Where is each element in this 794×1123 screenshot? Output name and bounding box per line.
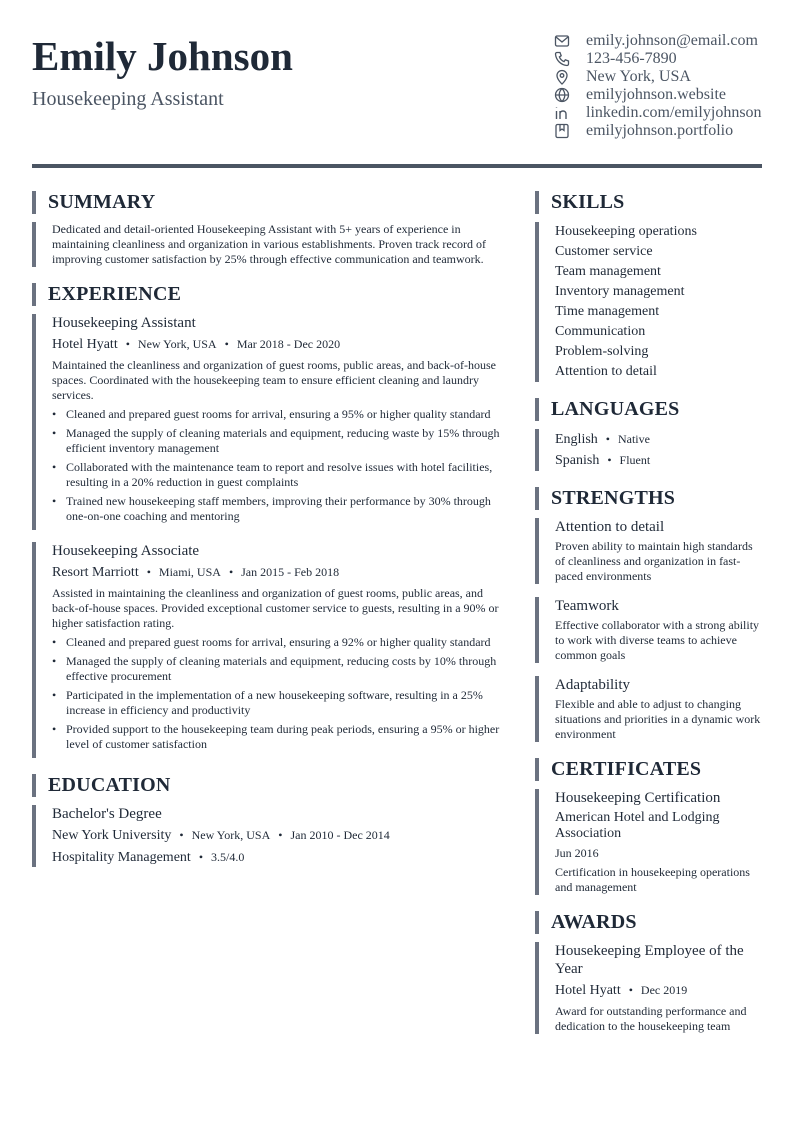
candidate-name: Emily Johnson <box>32 33 293 79</box>
language-item: Spanish • Fluent <box>555 453 651 468</box>
job-bullet: • Cleaned and prepared guest rooms for arrival, ensuring a 92% or higher quality standard <box>52 635 502 650</box>
summary-section <box>32 222 502 267</box>
certificate-date: Jun 2016 <box>555 846 599 860</box>
language-item: English • Native <box>555 432 650 447</box>
strength-description: Flexible and able to adjust to changing situations and priorities in a dynamic work environment <box>555 697 761 741</box>
strength-entry <box>535 518 765 584</box>
language-name: Spanish <box>555 453 600 468</box>
strength-name: Attention to detail <box>555 519 665 535</box>
education-heading: EDUCATION <box>32 774 502 797</box>
awards-heading: AWARDS <box>535 911 765 934</box>
award-entry <box>535 942 765 1034</box>
experience-heading: EXPERIENCE <box>32 283 502 306</box>
summary-heading: SUMMARY <box>32 191 502 214</box>
summary-text: Dedicated and detail-oriented Housekeeping Assistant with 5+ years of experience in maintaining cleanliness and organization in various establishments. Proven track record of improving customer satisfaction by 25% through effective communication and teamwork. <box>52 222 486 266</box>
strength-description: Proven ability to maintain high standards of cleanliness and organization in fast-paced environments <box>555 539 753 583</box>
job-location: New York, USA <box>137 337 217 351</box>
certificates-heading: CERTIFICATES <box>535 758 765 781</box>
education-section <box>32 805 502 867</box>
contact-linkedin[interactable] <box>554 104 784 122</box>
skill-item: Communication <box>555 324 646 339</box>
job-company: Hotel Hyatt <box>52 337 118 352</box>
phone-icon <box>554 51 570 67</box>
job-title: Housekeeping Associate <box>52 543 200 559</box>
job-bullet: • Managed the supply of cleaning materials and equipment, reducing costs by 10% through effective procurement <box>52 654 502 684</box>
education-school: New York University <box>52 828 172 843</box>
skill-item: Customer service <box>555 244 653 259</box>
education-location: New York, USA <box>191 828 271 842</box>
job-location: Miami, USA <box>158 565 221 579</box>
mail-icon <box>554 33 570 49</box>
job-bullet: • Provided support to the housekeeping team during peak periods, ensuring a 95% or higher level of customer satisfaction <box>52 722 502 752</box>
strength-name: Adaptability <box>555 677 630 693</box>
strength-description: Effective collaborator with a strong ability to work with diverse teams to achieve common goals <box>555 618 760 662</box>
language-level: Native <box>617 432 650 446</box>
job-bullet: • Participated in the implementation of a new housekeeping software, resulting in a 25% increase in efficiency and productivity <box>52 688 502 718</box>
strengths-heading: STRENGTHS <box>535 487 765 510</box>
contact-phone[interactable] <box>554 50 784 68</box>
candidate-title: Housekeeping Assistant <box>32 88 224 110</box>
certificate-description: Certification in housekeeping operations and management <box>555 865 750 894</box>
location-icon <box>554 69 570 85</box>
skill-item: Inventory management <box>555 284 685 299</box>
job-entry <box>32 542 502 758</box>
languages-section <box>535 429 765 471</box>
header-divider <box>32 164 762 168</box>
job-bullets <box>52 407 502 524</box>
job-bullet: • Trained new housekeeping staff members, improving their performance by 30% through one-on-one coaching and mentoring <box>52 494 502 524</box>
right-column <box>535 191 765 1034</box>
job-dates: Jan 2015 - Feb 2018 <box>241 565 340 579</box>
languages-heading: LANGUAGES <box>535 398 765 421</box>
job-meta: Resort Marriott • Miami, USA • Jan 2015 - Feb 2018 <box>52 565 340 580</box>
job-description: Assisted in maintaining the cleanliness and organization of guest rooms, public areas, and back-of-house spaces. Provided exceptional customer service to guests, resulting in a 90% or higher satisfaction rating. <box>52 586 499 630</box>
skill-item: Time management <box>555 304 660 319</box>
job-bullet: • Cleaned and prepared guest rooms for arrival, ensuring a 95% or higher quality standard <box>52 407 502 422</box>
education-degree: Bachelor's Degree <box>52 806 162 822</box>
contact-location-text: New York, USA <box>586 68 691 85</box>
skills-heading: SKILLS <box>535 191 765 214</box>
award-meta: Hotel Hyatt • Dec 2019 <box>555 983 688 998</box>
certificate-issuer: American Hotel and Lodging Association <box>555 810 720 841</box>
job-company: Resort Marriott <box>52 565 139 580</box>
language-name: English <box>555 432 598 447</box>
job-bullet: • Managed the supply of cleaning materials and equipment, reducing waste by 15% through efficient inventory management <box>52 426 502 456</box>
language-level: Fluent <box>619 453 651 467</box>
education-field: Hospitality Management <box>52 850 191 865</box>
job-description: Maintained the cleanliness and organization of guest rooms, public areas, and back-of-house spaces. Coordinated with the housekeeping team to ensure efficient cleaning and laundry services. <box>52 358 496 402</box>
education-meta: New York University • New York, USA • Jan 2010 - Dec 2014 <box>52 828 390 843</box>
resume-header <box>32 30 762 166</box>
education-field-row: Hospitality Management • 3.5/4.0 <box>52 850 245 865</box>
job-dates: Mar 2018 - Dec 2020 <box>236 337 341 351</box>
job-title: Housekeeping Assistant <box>52 315 196 331</box>
contact-phone-text: 123-456-7890 <box>586 50 677 67</box>
contact-location <box>554 68 784 86</box>
education-dates: Jan 2010 - Dec 2014 <box>290 828 390 842</box>
contact-email[interactable] <box>554 32 784 50</box>
linkedin-icon <box>554 105 570 121</box>
contact-portfolio[interactable] <box>554 122 784 140</box>
skills-section <box>535 222 765 382</box>
certificate-name: Housekeeping Certification <box>555 790 721 806</box>
skill-item: Attention to detail <box>555 364 657 379</box>
job-meta: Hotel Hyatt • New York, USA • Mar 2018 - Dec 2020 <box>52 337 341 352</box>
contact-website[interactable] <box>554 86 784 104</box>
strength-entry <box>535 597 765 663</box>
job-bullet: • Collaborated with the maintenance team to report and resolve issues with hotel facilities, resulting in a 20% reduction in guest complaints <box>52 460 502 490</box>
contact-email-text: emily.johnson@email.com <box>586 32 758 49</box>
contact-list <box>554 32 784 140</box>
globe-icon <box>554 87 570 103</box>
certificate-entry <box>535 789 765 895</box>
skill-item: Problem-solving <box>555 344 649 359</box>
strength-entry <box>535 676 765 742</box>
job-entry <box>32 314 502 530</box>
award-date: Dec 2019 <box>640 983 688 997</box>
left-column <box>32 191 502 867</box>
skill-item: Team management <box>555 264 661 279</box>
strength-name: Teamwork <box>555 598 619 614</box>
education-gpa: 3.5/4.0 <box>211 850 245 864</box>
skill-item: Housekeeping operations <box>555 224 697 239</box>
award-issuer: Hotel Hyatt <box>555 983 621 998</box>
contact-website-text: emilyjohnson.website <box>586 86 726 103</box>
job-bullets <box>52 635 502 752</box>
contact-portfolio-text: emilyjohnson.portfolio <box>586 122 734 139</box>
award-description: Award for outstanding performance and dedication to the housekeeping team <box>555 1004 747 1033</box>
contact-linkedin-text: linkedin.com/emilyjohnson <box>586 104 762 121</box>
award-name: Housekeeping Employee of the Year <box>555 943 744 977</box>
portfolio-icon <box>554 123 570 139</box>
